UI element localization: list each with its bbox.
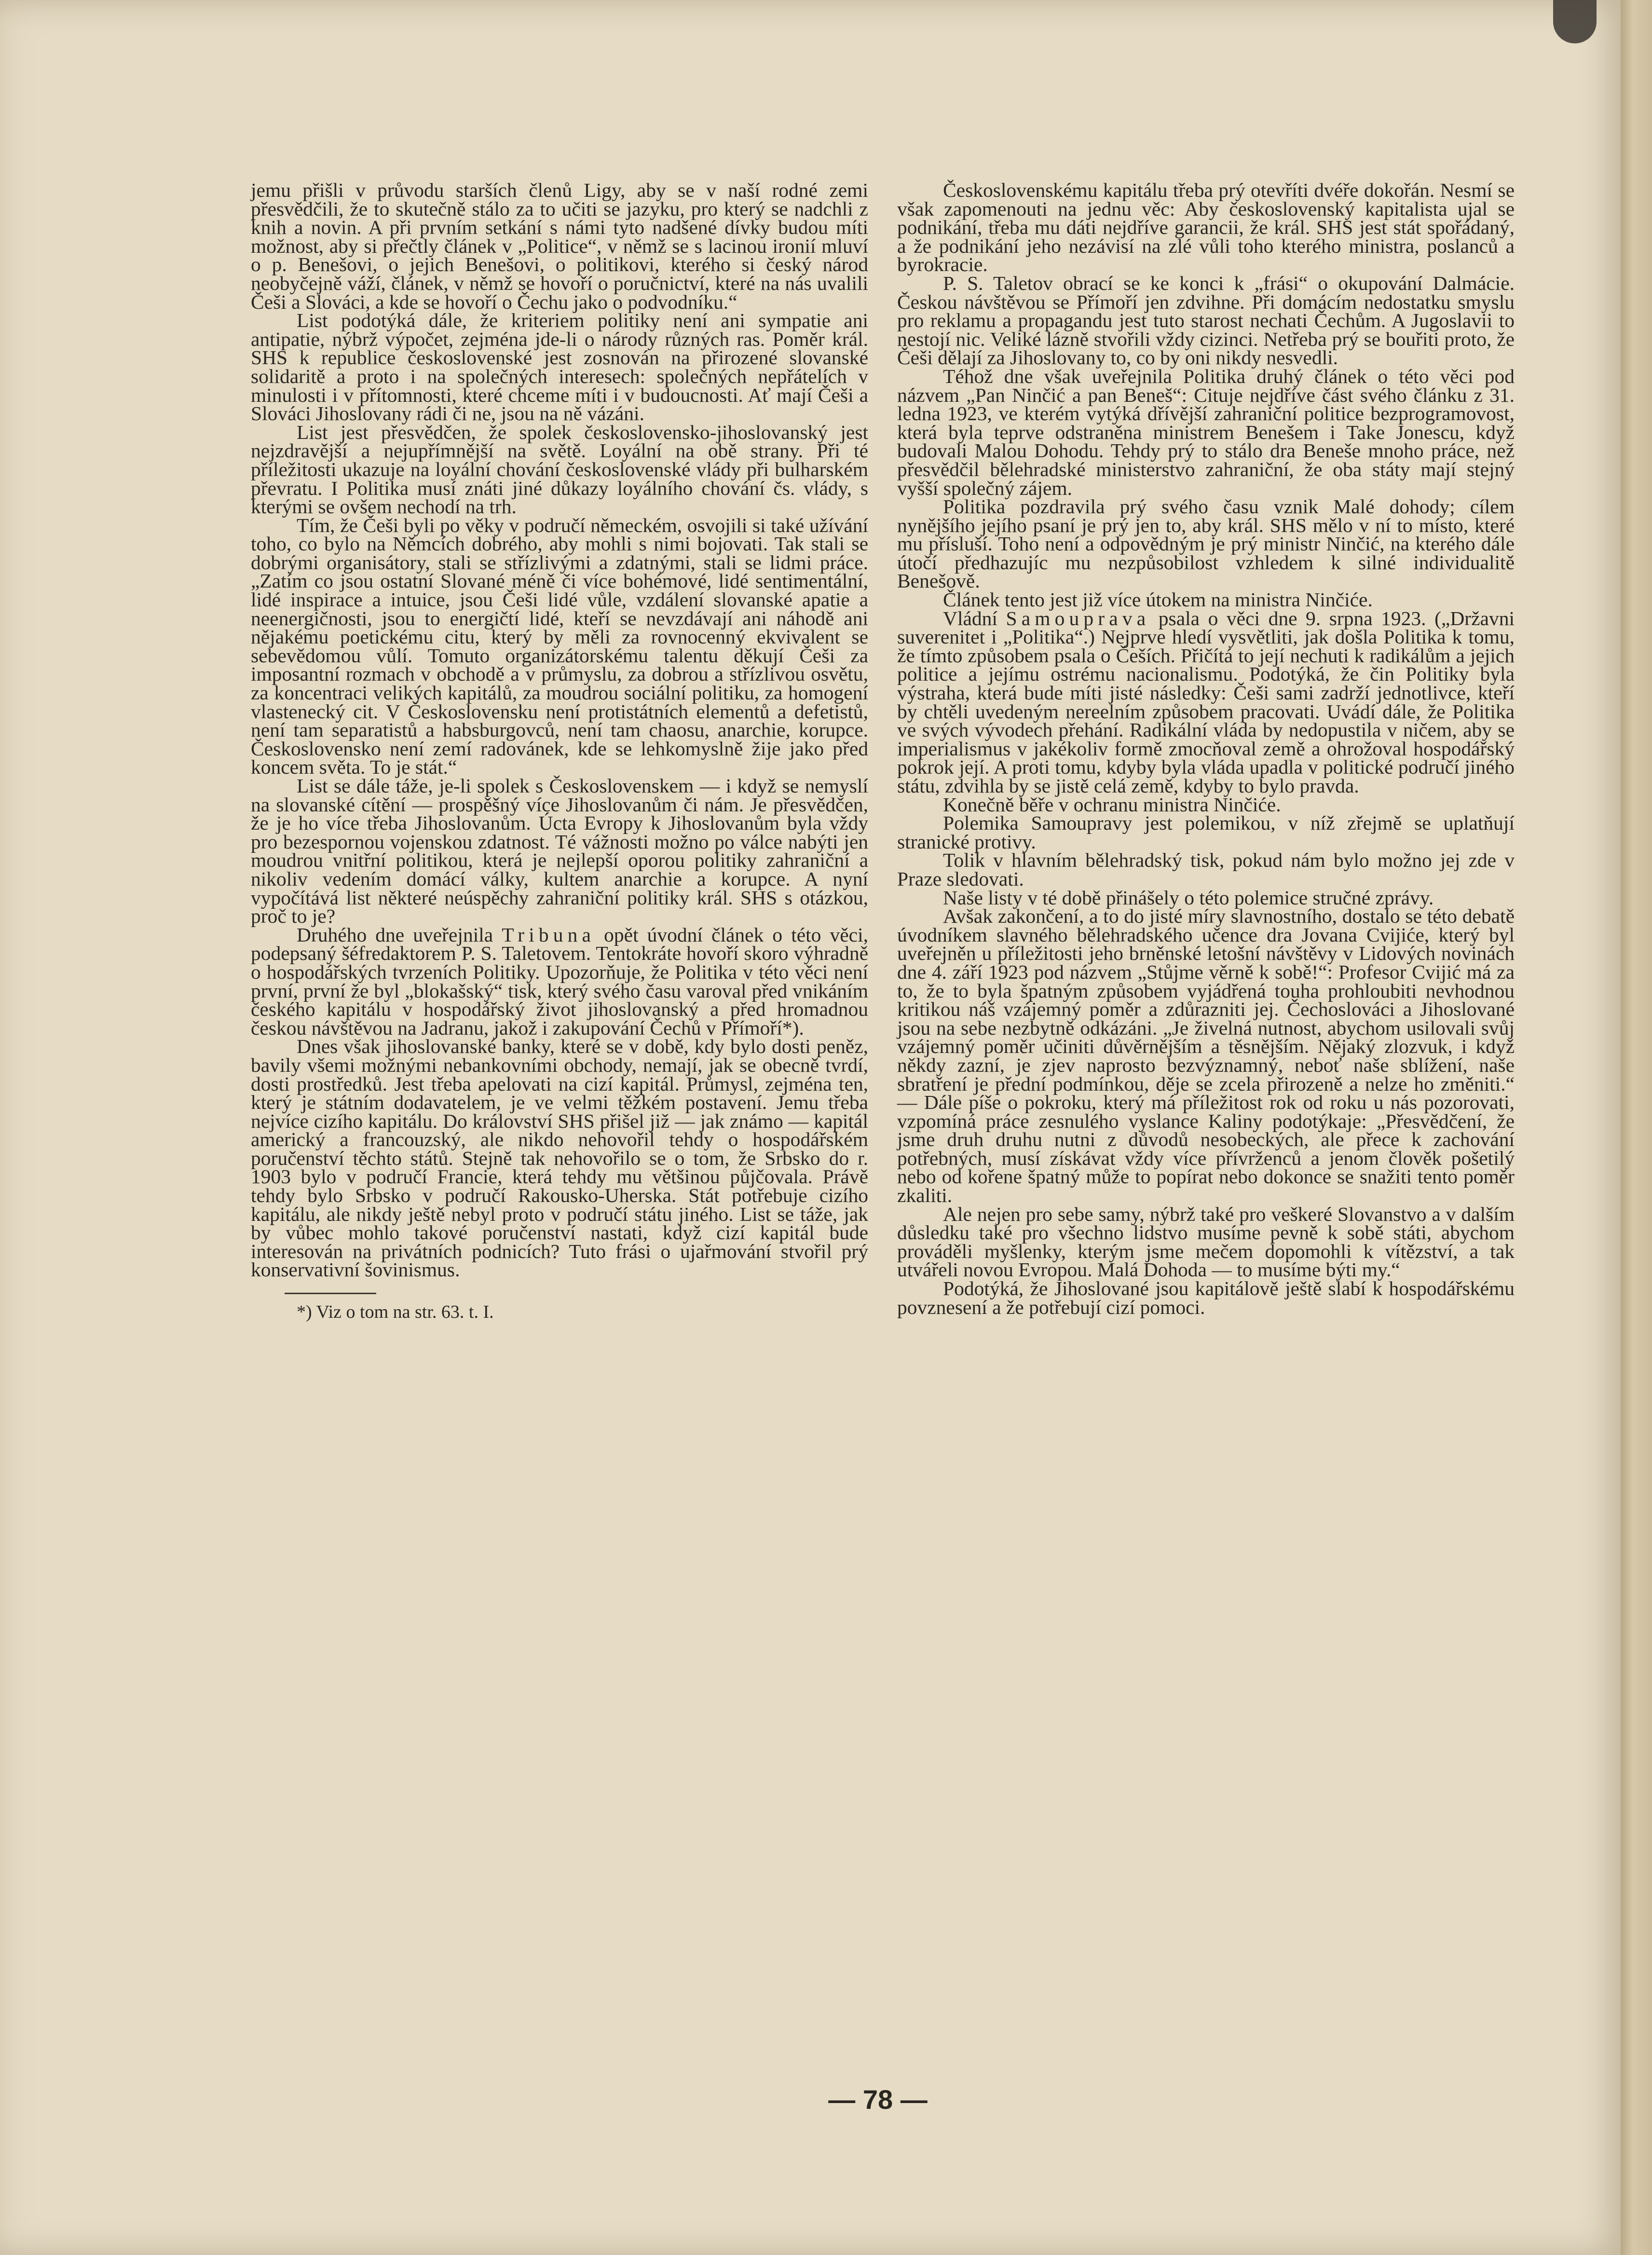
paragraph-text: Vládní	[943, 607, 1006, 629]
right-column	[897, 181, 1515, 1316]
paragraph: Dnes však jihoslovanské banky, které se v době, kdy bylo dosti peněz, bavily všemi možnými nebankovními obchody, nemají, jak se obecně tvrdí, dosti prostředků. Jest třeba apelovati na cizí kapitál. Průmysl, zejména ten, který je státním dodavatelem, je ve velmi těžkém postavení. Jemu třeba nejvíce cizího kapitálu. Do království SHS přišel již — jak známo — kapitál americký a francouzský, ale nikdo nehovořil tehdy o hospodářském poručenství těchto států. Stejně tak nehovořilo se o tom, že Srbsko do r. 1903 bylo v područí Francie, která tehdy mu většinou půjčovala. Právě tehdy bylo Srbsko v područí Rakousko-Uherska. Stát potřebuje cizího kapitálu, ale nikdy ještě nebyl proto v područí státu jiného. List se táže, jak by vůbec mohlo takové poručenství nastati, když cizí kapitál bude interesován na privátních podnicích? Tuto frási o ujařmování stvořil prý konservativní šovinismus.	[251, 1035, 868, 1281]
paragraph	[897, 609, 1515, 795]
paragraph: Tolik v hlavním bělehradský tisk, pokud nám bylo možno jej zde v Praze sledovati.	[897, 849, 1515, 890]
scan-mark	[1553, 0, 1597, 43]
paragraph: Článek tento jest již více útokem na ministra Ninčiće.	[943, 588, 1373, 611]
left-column	[251, 181, 868, 1322]
paragraph: Československému kapitálu třeba prý otevříti dvéře dokořán. Nesmí se však zapomenouti na jednu věc: Aby československý kapitalista ujal se podnikání, třeba mu dáti nejdříve garancii, že král. SHS jest stát spořádaný, a že podnikání jeho nezávisí na zlé vůli toho kterého ministra, poslanců a byrokracie.	[897, 179, 1515, 276]
paragraph: Konečně běře v ochranu ministra Ninčiće.	[943, 793, 1281, 816]
paragraph	[251, 923, 868, 1039]
paragraph: jemu přišli v průvodu starších členů Ligy, aby se v naší rodné zemi přesvědčili, že to skutečně stálo za to učiti se jazyku, pro který se nadchli z knih a novin. A při prvním setkání s námi tyto nadšené dívky budou míti možnost, aby si přečtly článek v „Politice“, v němž se s lacinou ironií mluví o p. Benešovi, o jejich Benešovi, o politikovi, kterého si český národ neobyčejně váží, článek, v němž se hovoří o poručnictví, které na nás uvalili Češi a Slováci, a kde se hovoří o Čechu jako o podvodníku.“	[251, 179, 868, 313]
paragraph: List jest přesvědčen, že spolek československo-jihoslovanský jest nejzdravější a nejupřímnější na světě. Loyální na obě strany. Při té příležitosti ukazuje na loyální chování československé vlády při bulharském převratu. I Politika musí znáti jiné důkazy loyálního chování čs. vlády, s kterými se ovšem nechodí na trh.	[251, 421, 868, 518]
footnote-rule	[285, 1293, 376, 1294]
paragraph: Politika pozdravila prý svého času vznik Malé dohody; cílem nynějšího jejího psaní je prý jen to, aby král. SHS mělo v ní to místo, které mu přísluší. Toho není a odpovědným je prý ministr Ninčić, na kterého dále útočí předhazujíc mu nezpůsobilost vzhledem k silné individualitě Benešově.	[897, 495, 1515, 592]
newspaper-name: Samouprava	[1006, 607, 1150, 629]
paragraph: List podotýká dále, že kriteriem politiky není ani sympatie ani antipatie, nýbrž výpočet, zejména jde-li o národy různých ras. Poměr král. SHS k republice československé jest zosnován na přirozené slovanské solidaritě a proto i na společných interesech: společných nepřátelích v minulosti i v přítomnosti, které chceme míti i v budoucnosti. Ať mají Češi a Slováci Jihoslovany rádi či ne, jsou na ně vázáni.	[251, 309, 868, 425]
paragraph: Ale nejen pro sebe samy, nýbrž také pro veškeré Slovanstvo a v dalším důsledku také pro všechno lidstvo musíme pevně k sobě státi, abychom prováděli myšlenky, kterým jsme mečem dopomohli k vítězství, a tak utvářeli novou Evropou. Malá Dohoda — to musíme býti my.“	[897, 1203, 1515, 1281]
paragraph: Polemika Samoupravy jest polemikou, v níž zřejmě se uplatňují stranické protivy.	[897, 812, 1515, 853]
paragraph: P. S. Taletov obrací se ke konci k „frási“ o okupování Dalmácie. Českou návštěvou se Přímoří jen zdvihne. Při domácím nedostatku smyslu pro reklamu a propagandu jest tuto starost nechati Čechům. A Jugoslavii to nestojí nic. Veliké lázně stvořili vždy cizinci. Netřeba prý se bouřiti proto, že Češi dělají za Jihoslovany to, co by oni nikdy nesvedli.	[897, 272, 1515, 369]
paragraph: Podotýká, že Jihoslované jsou kapitálově ještě slabí k hospodářskému povznesení a že potřebují cizí pomoci.	[897, 1277, 1515, 1318]
paragraph: Téhož dne však uveřejnila Politika druhý článek o této věci pod názvem „Pan Ninčić a pan Beneš“: Cituje nejdříve část svého článku z 31. ledna 1923, ve kterém vytýká dřívější zahraniční politice bezprogramovost, která byla teprve odstraněna ministrem Benešem i Take Jonescu, když budovali Malou Dohodu. Tehdy prý to stálo dra Beneše mnoho práce, než přesvědčil bělehradské ministerstvo zahraniční, že oba státy mají stejný vyšší společný zájem.	[897, 365, 1515, 499]
paragraph-text: opět úvodní článek o této věci, podepsaný šéfredaktorem P. S. Taletovem. Tentokráte hovoří skoro výhradně o hospodářských tvrzeních Politiky. Upozorňuje, že Politika v této věci není první, první že byl „blokašský“ tisk, který svého času varoval před vnikáním českého kapitálu v hospodářský život jihoslovanský a před hromadnou českou návštěvou na Jadranu, jakož i zakupování Čechů v Přímoří*).	[251, 923, 868, 1039]
paragraph: Naše listy v té době přinášely o této polemice stručné zprávy.	[943, 886, 1434, 909]
paragraph: Tím, že Češi byli po věky v područí německém, osvojili si také užívání toho, co bylo na Němcích dobrého, aby mohli s nimi bojovati. Tak stali se dobrými organisátory, stali se střízlivými a zdatnými, stali se lidmi práce. „Zatím co jsou ostatní Slované méně či více bohémové, lidé sentimentální, lidé inspirace a intuice, jsou Češi lidé vůle, vzdálení slovanské apatie a neenergičnosti, jsou to energičtí lidé, kteří se nevzdávají ani náhodě ani nějakému poetickému citu, který by měli za rovnocenný ekvivalent se sebevědomou vůlí. Tomuto organizátorskému talentu děkují Češi za imposantní rozmach v obchodě a v průmyslu, za dobrou a střízlivou osvětu, za koncentraci velikých kapitálů, za moudrou sociální politiku, za homogení vlastenecký cit. V Československu není protistátních elementů a defetistů, není tam separatistů a habsburgovců, není tam chaosu, anarchie, korupce. Československo není zemí radovánek, kde se lehkomyslně žije jako před koncem světa. To je stát.“	[251, 514, 868, 779]
paragraph: Avšak zakončení, a to do jisté míry slavnostního, dostalo se této debatě úvodníkem slavného bělehradského učence dra Jovana Cvijiće, který byl uveřejněn u příležitosti jeho brněnské letošní návštěvy v Lidových novinách dne 4. září 1923 pod názvem „Stůjme věrně k sobě!“: Profesor Cvijić má za to, že to byla špatným způsobem vyjádřená touha prohloubiti nevhodnou kritikou náš vzájemný poměr a zdůrazniti jej. Čechoslováci a Jihoslované jsou na sebe nezbytně odkázáni. „Je živelná nutnost, abychom usilovali svůj vzájemný poměr učiniti důvěrnějším a těsnějším. Nějaký zlozvuk, i když někdy zazní, je zjev naprosto bezvýznamný, neboť naše sblížení, naše sbratření je přední podmínkou, děje se zcela přirozeně a nelze ho změniti.“ — Dále píše o pokroku, který má příležitost rok od roku u nás pozorovati, vzpomíná práce zesnulého vyslance Kaliny podotýkaje: „Přesvědčení, že jsme druh druhu nutni z důvodů nesobeckých, ale přece k zachování potřebných, musí získávat vždy více přívrženců a jenom člověk pošetilý nebo od kořene špatný může to popírat nebo dokonce se snažiti tento poměr zkaliti.	[897, 905, 1515, 1207]
paragraph: List se dále táže, je-li spolek s Československem — i když se nemyslí na slovanské cítění — prospěšný více Jihoslovanům či nám. Je přesvědčen, že je ho více třeba Jihoslovanům. Úcta Evropy k Jihoslovanům byla vždy pro bezespornou vojenskou zdatnost. Té vážnosti možno po válce nabýti jen moudrou vnitřní politikou, která je nejlepší oporou politiky zahraniční a nikoliv vedením domácí války, kultem anarchie a korupce. A nyní vypočítává list některé neúspěchy zahraniční politiky král. SHS s otázkou, proč to je?	[251, 775, 868, 928]
footnote: *) Viz o tom na str. 63. t. I.	[297, 1302, 494, 1323]
next-page-edge	[1621, 0, 1652, 2255]
paragraph-text: psala o věci dne 9. srpna 1923. („Državni suverenitet i „Politika“.) Nejprve hledí vysvětliti, jak došla Politika k tomu, že tímto způsobem psala o Češích. Přičítá to její nechuti k radikálům a jejich politice a jejímu ostrému nacionalismu. Podotýká, že čin Politiky byla výstraha, která bude míti jisté následky: Češi sami zadrží jednotlivce, kteří by chtěli uvedeným nereelním způsobem pracovati. Uvádí dále, že Politika ve svých vývodech přehání. Radikální vláda by nedopustila v ničem, aby se imperialismus v jakékoliv formě zmocňoval země a ohrožoval hospodářský pokrok její. A proti tomu, kdyby byla vláda upadla v politické područí jiného státu, zdvihla by se jistě celá země, kdyby to bylo pravda.	[897, 607, 1515, 797]
paragraph-text: Druhého dne uveřejnila	[297, 923, 502, 946]
page-number: — 78 —	[828, 2084, 928, 2115]
newspaper-name: Tribuna	[502, 923, 596, 946]
